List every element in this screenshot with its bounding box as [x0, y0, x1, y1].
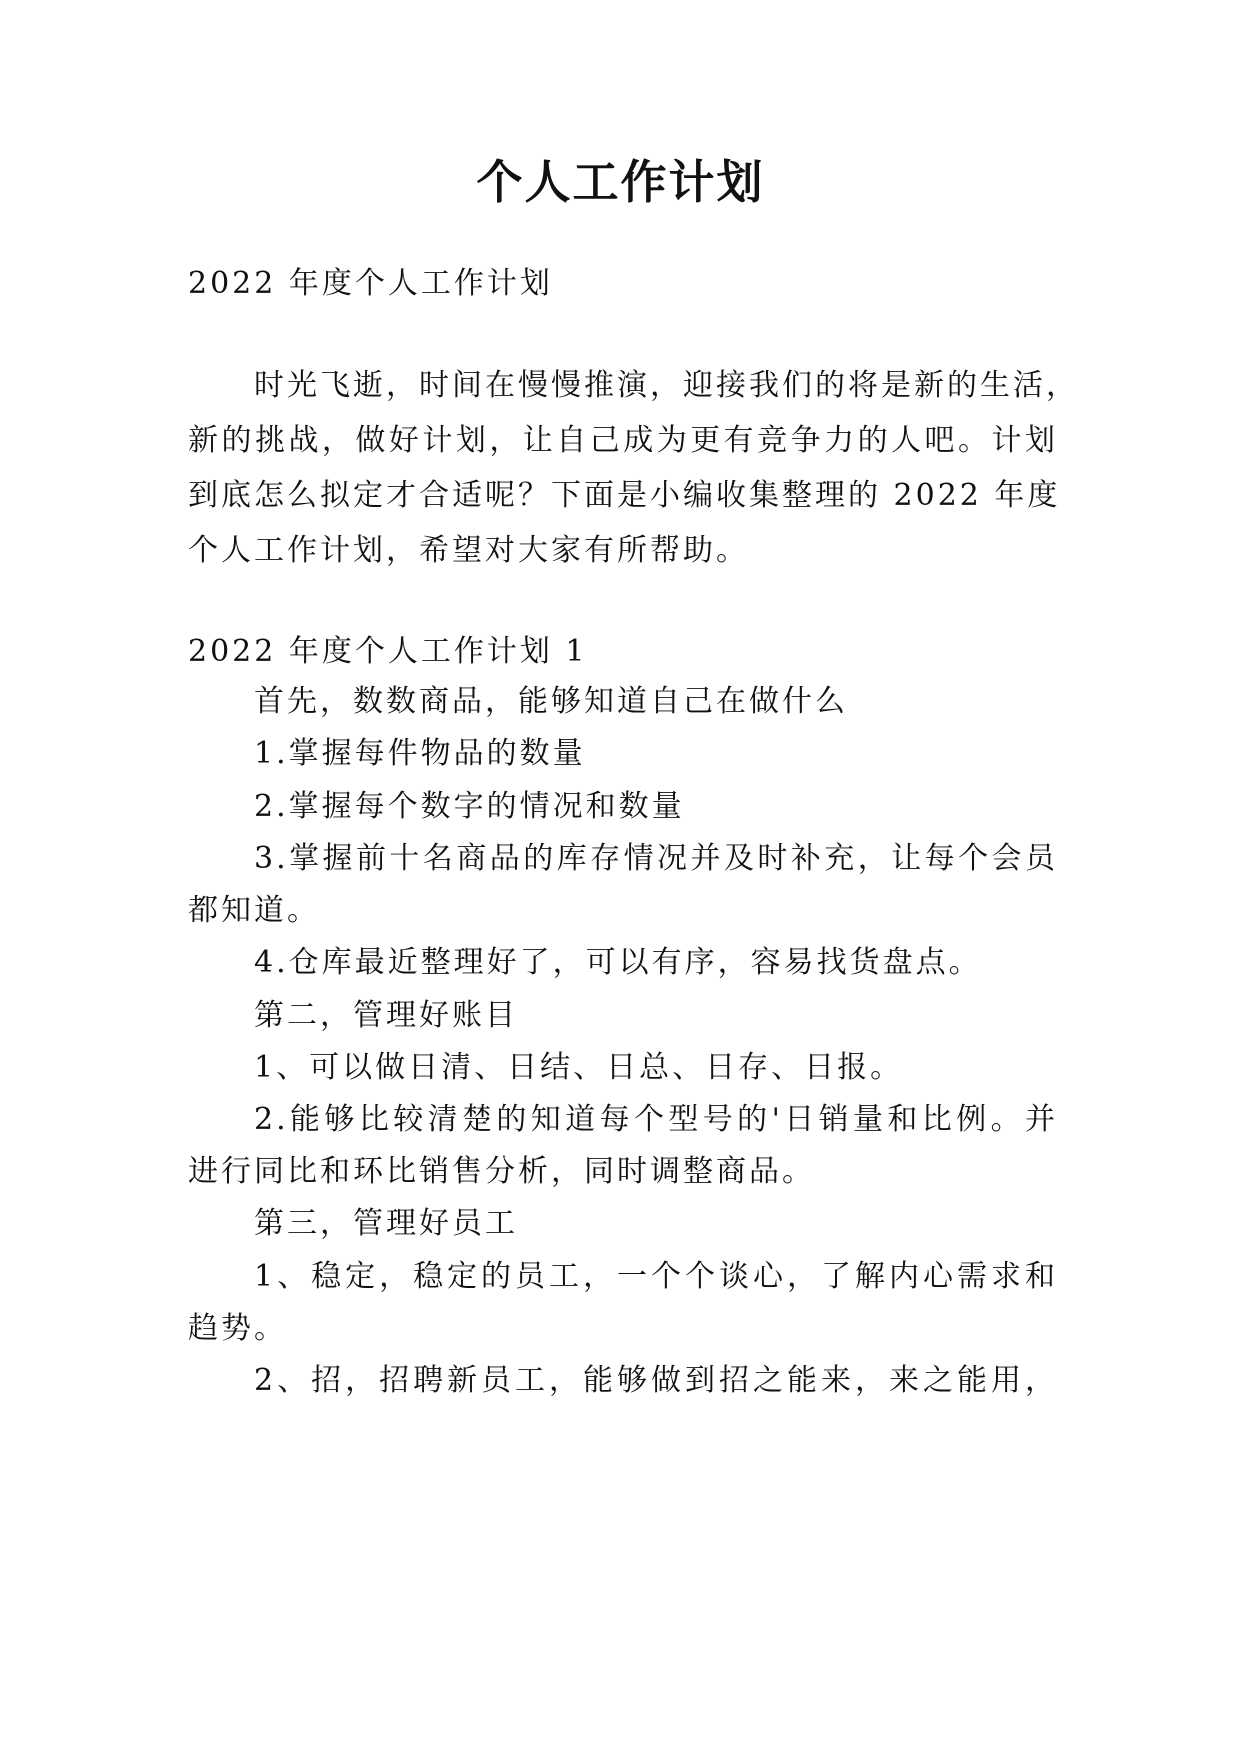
- body-line: 1.掌握每件物品的数量: [254, 736, 586, 771]
- body-line: 4.仓库最近整理好了，可以有序，容易找货盘点。: [254, 945, 982, 980]
- body-line: 第二，管理好账目: [254, 998, 518, 1033]
- intro-line: 新的挑战，做好计划，让自己成为更有竞争力的人吧。计划: [188, 423, 1058, 458]
- document-title: 个人工作计划: [476, 155, 765, 209]
- body-line: 2.掌握每个数字的情况和数量: [254, 789, 685, 824]
- intro-line: 个人工作计划，希望对大家有所帮助。: [188, 533, 749, 568]
- body-line: 2、招，招聘新员工，能够做到招之能来，来之能用，: [254, 1363, 1058, 1398]
- body-line: 首先，数数商品，能够知道自己在做什么: [254, 684, 848, 719]
- body-line: 3.掌握前十名商品的库存情况并及时补充，让每个会员: [254, 841, 1058, 876]
- intro-line: 到底怎么拟定才合适呢？下面是小编收集整理的 2022 年度: [188, 478, 1061, 513]
- body-line: 1、稳定，稳定的员工，一个个谈心，了解内心需求和: [254, 1259, 1058, 1294]
- section-heading: 2022 年度个人工作计划 1: [188, 634, 588, 669]
- body-line: 都知道。: [188, 893, 320, 928]
- body-line: 1、可以做日清、日结、日总、日存、日报。: [254, 1050, 904, 1085]
- body-line: 进行同比和环比销售分析，同时调整商品。: [188, 1154, 815, 1189]
- body-line: 趋势。: [188, 1311, 287, 1346]
- body-line: 第三，管理好员工: [254, 1206, 518, 1241]
- body-line: 2.能够比较清楚的知道每个型号的'日销量和比例。并: [254, 1102, 1058, 1137]
- document-subtitle: 2022 年度个人工作计划: [188, 266, 553, 301]
- intro-line: 时光飞逝，时间在慢慢推演，迎接我们的将是新的生活，: [254, 368, 1079, 403]
